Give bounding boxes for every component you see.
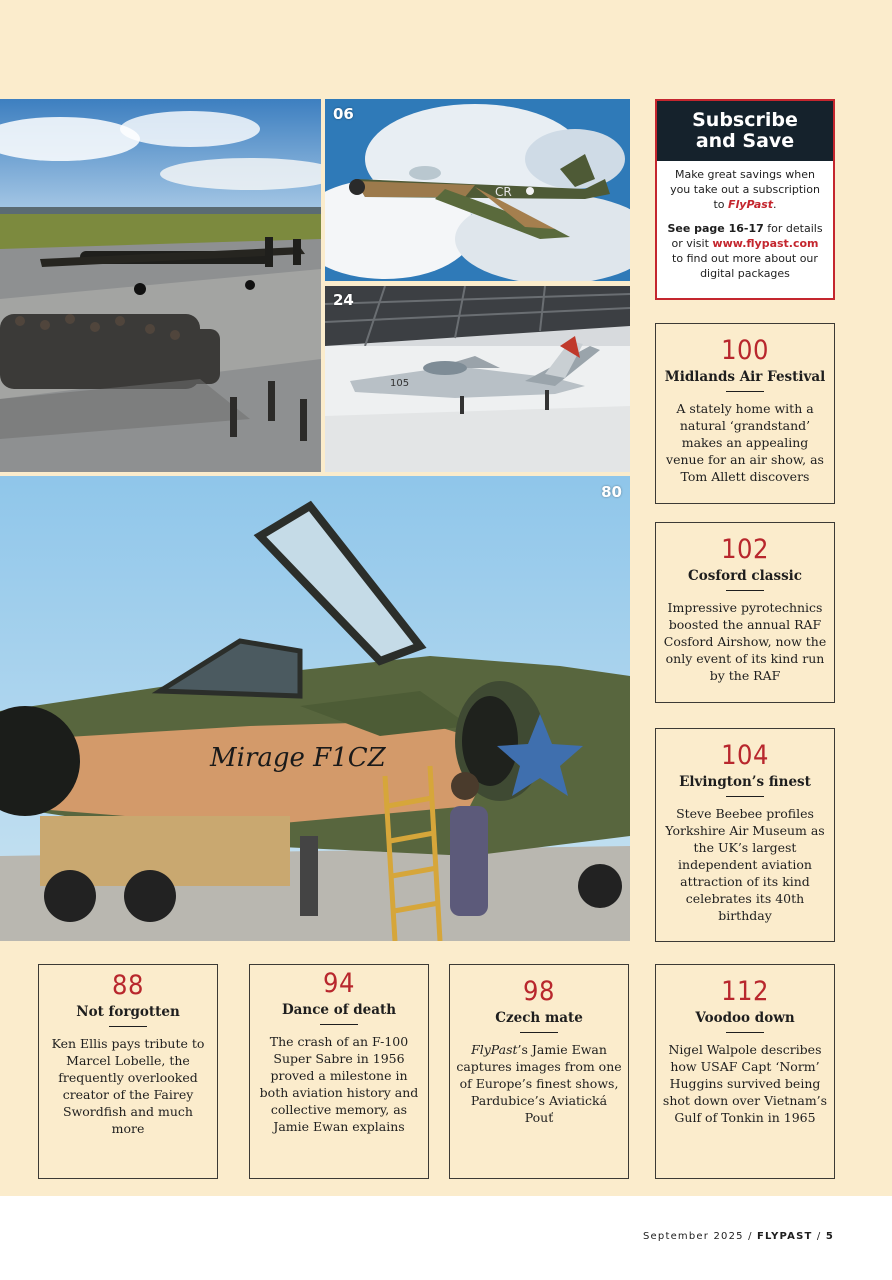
teaser-title: Not forgotten xyxy=(76,1004,180,1020)
teaser-page-number: 112 xyxy=(721,976,769,1007)
teaser-page-number: 100 xyxy=(721,335,769,366)
teaser-divider xyxy=(520,1032,558,1033)
teaser-page-number: 94 xyxy=(323,968,355,999)
teaser-title: Midlands Air Festival xyxy=(664,369,826,385)
teaser-102[interactable] xyxy=(655,522,835,703)
subscribe-box[interactable] xyxy=(655,99,835,300)
teaser-description: Steve Beebee profiles Yorkshire Air Museum as the UK’s largest independent aviation attraction of its kind celebrates its 40th birthday xyxy=(665,806,825,923)
teaser-divider xyxy=(726,391,764,392)
svg-text:105: 105 xyxy=(390,378,410,389)
teaser-title: Cosford classic xyxy=(687,568,803,584)
teaser-divider xyxy=(726,1032,764,1033)
page-footer: September 2025 / FLYPAST / 5 xyxy=(643,1231,834,1242)
teaser-description: FlyPast’s Jamie Ewan captures images from one of Europe’s finest shows, Pardubice’s Aviatická Pouť xyxy=(456,1042,622,1125)
spitfire-photo xyxy=(325,99,630,281)
subscribe-body: Make great savings when you take out a subscription to FlyPast. See page 16-17 for details or visit www.flypast.com to find out more about our digital packages xyxy=(667,168,823,280)
teaser-divider xyxy=(320,1024,358,1025)
teaser-divider xyxy=(109,1026,147,1027)
teaser-100[interactable] xyxy=(655,323,835,504)
teaser-page-number: 102 xyxy=(721,534,769,565)
tomcat-page-number: 24 xyxy=(333,291,354,309)
teaser-88[interactable] xyxy=(38,964,218,1179)
teaser-94[interactable] xyxy=(249,964,429,1179)
spitfire-page-number: 06 xyxy=(333,105,354,123)
teaser-page-number: 104 xyxy=(721,740,769,771)
tomcat-photo xyxy=(325,286,630,472)
subscribe-url-link[interactable]: www.flypast.com xyxy=(712,237,819,250)
lancaster-photo xyxy=(0,99,321,472)
subscribe-heading: Subscribe and Save xyxy=(657,101,833,161)
mirage-photo xyxy=(0,476,630,941)
svg-text:Mirage F1CZ: Mirage F1CZ xyxy=(210,743,386,773)
teaser-98[interactable] xyxy=(449,964,629,1179)
teaser-page-number: 88 xyxy=(112,970,144,1001)
teaser-page-number: 98 xyxy=(523,976,555,1007)
teaser-divider xyxy=(726,796,764,797)
teaser-title: Voodoo down xyxy=(695,1010,795,1026)
magazine-name: FLYPAST xyxy=(757,1231,813,1242)
page-number: 5 xyxy=(825,1231,834,1242)
teaser-title: Elvington’s finest xyxy=(679,774,811,790)
teaser-title: Czech mate xyxy=(495,1010,583,1026)
teaser-description: Ken Ellis pays tribute to Marcel Lobelle, the frequently overlooked creator of the Fairey Swordfish and much more xyxy=(51,1036,205,1136)
teaser-104[interactable] xyxy=(655,728,835,942)
mirage-page-number: 80 xyxy=(601,483,622,501)
teaser-description: Impressive pyrotechnics boosted the annual RAF Cosford Airshow, now the only event of its kind run by the RAF xyxy=(663,600,827,683)
teaser-description: Nigel Walpole describes how USAF Capt ‘Norm’ Huggins survived being shot down over Vietnam’s Gulf of Tonkin in 1965 xyxy=(662,1042,828,1125)
teaser-description: A stately home with a natural ‘grandstand’ makes an appealing venue for an air show, as Tom Allett discovers xyxy=(666,401,824,484)
teaser-112[interactable] xyxy=(655,964,835,1179)
subscribe-page-ref: See page 16-17 xyxy=(667,222,764,235)
teaser-divider xyxy=(726,590,764,591)
svg-text:CR: CR xyxy=(495,185,512,199)
teaser-description: The crash of an F-100 Super Sabre in 1956 proved a milestone in both aviation history and collective memory, as Jamie Ewan explains xyxy=(259,1034,419,1134)
teaser-title: Dance of death xyxy=(281,1002,397,1018)
